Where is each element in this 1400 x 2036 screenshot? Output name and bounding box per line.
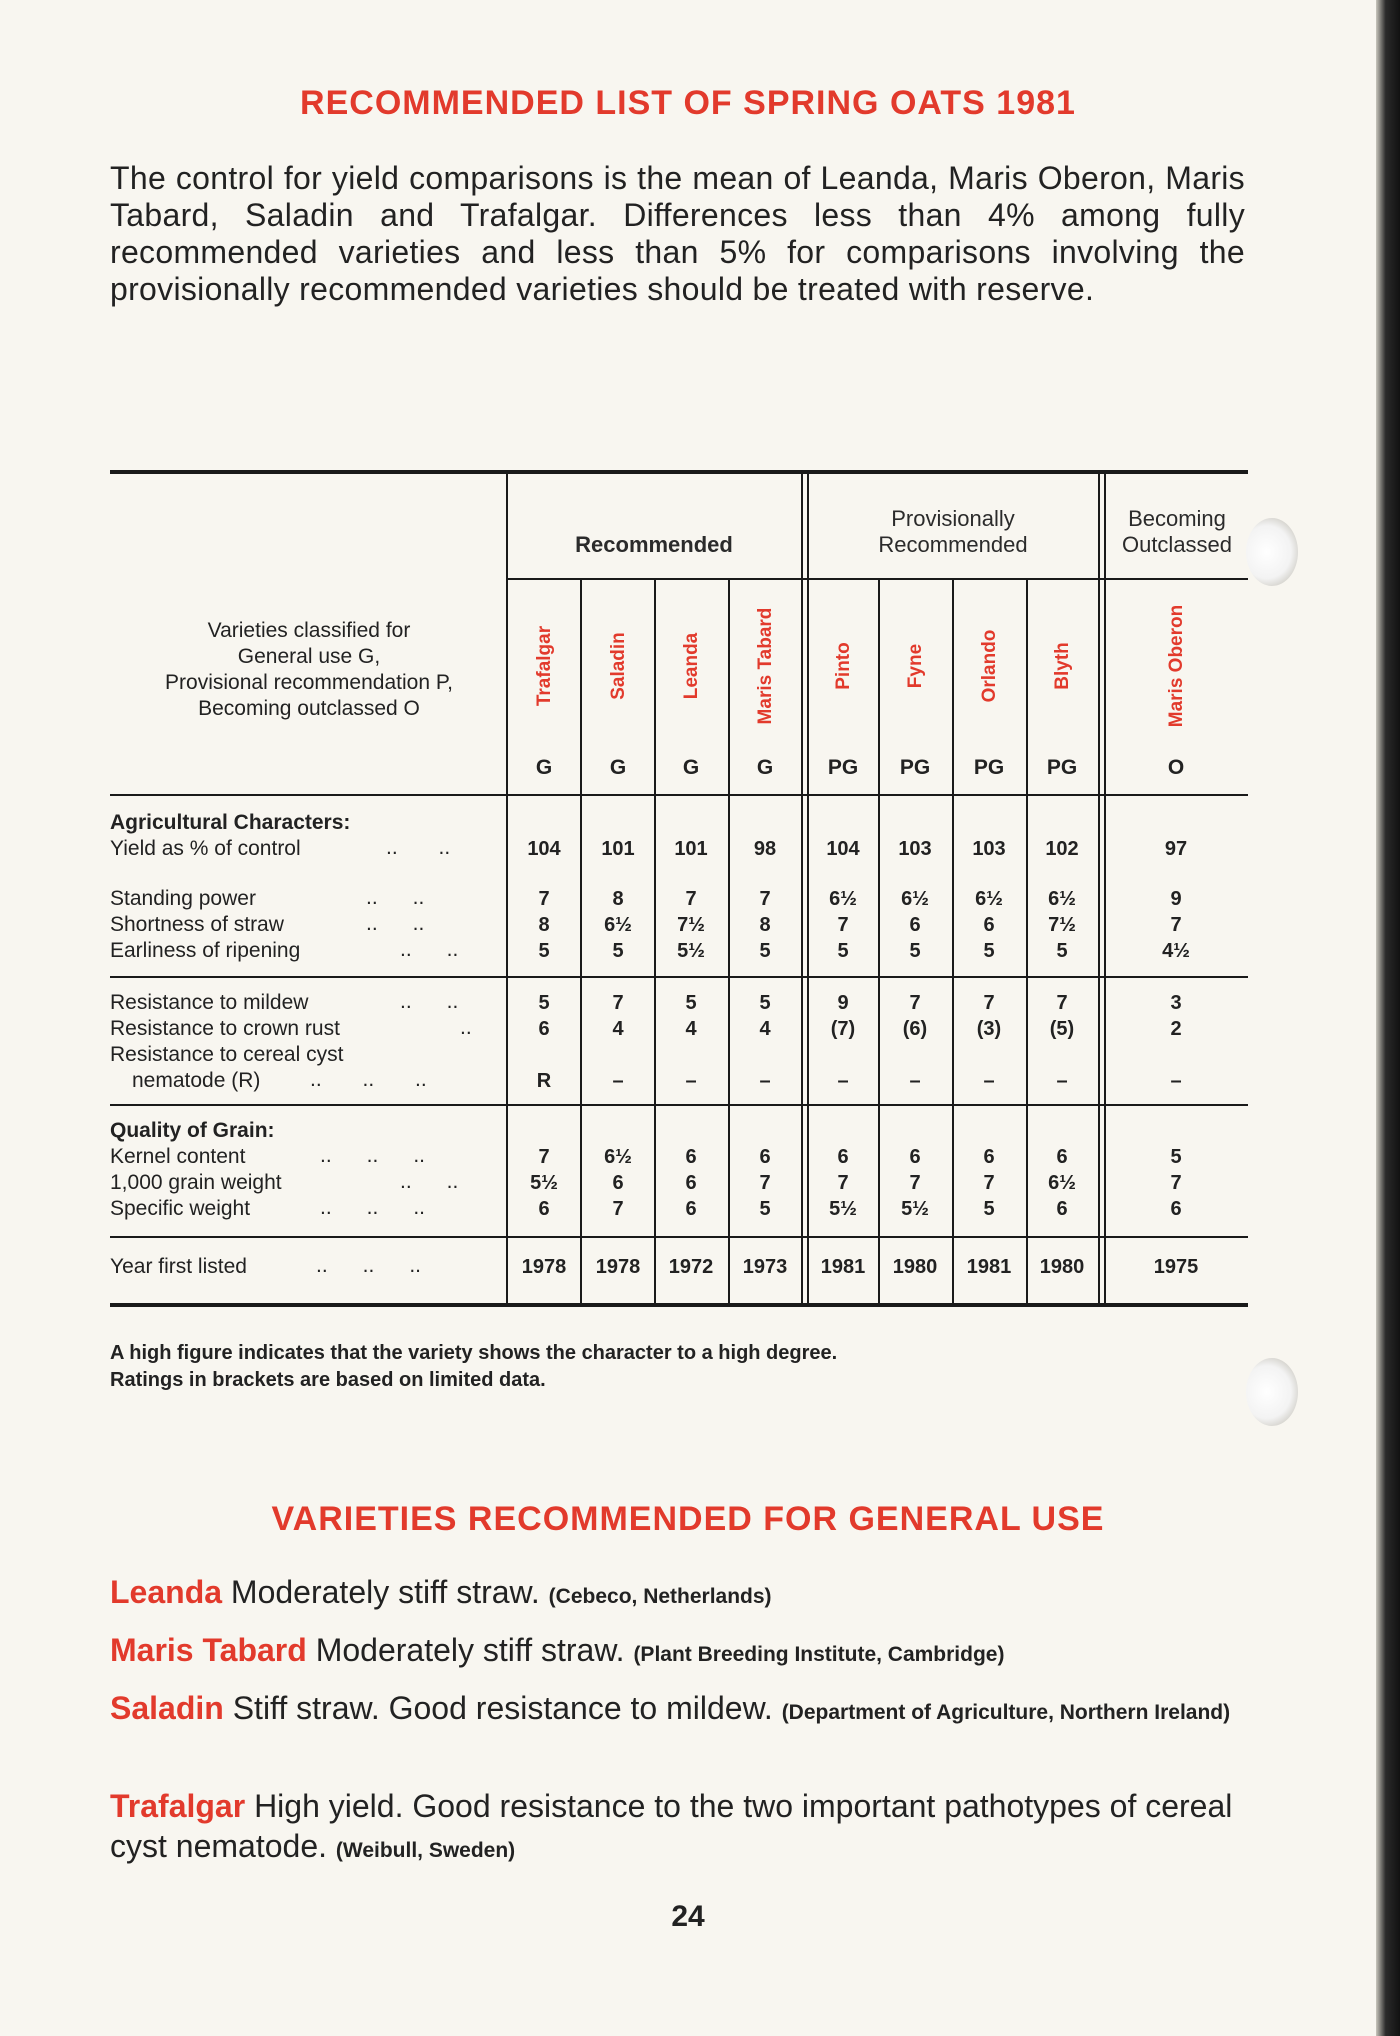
class-code: PG bbox=[973, 756, 1005, 779]
cell-crown-rust: (6) bbox=[902, 1018, 928, 1040]
cell-yield: 101 bbox=[601, 838, 635, 860]
class-code: O bbox=[1167, 756, 1185, 779]
cell-grain-weight: 7 bbox=[759, 1172, 771, 1194]
variety-description: High yield. Good resistance to the two important pathotypes of cereal cyst nematode. bbox=[110, 1788, 1233, 1864]
cell-cyst: – bbox=[612, 1070, 624, 1092]
cell-mildew: 5 bbox=[538, 992, 550, 1014]
leader-dots: .. .. bbox=[366, 886, 425, 909]
row-label-yield: Yield as % of control bbox=[110, 837, 301, 860]
class-code: G bbox=[609, 756, 627, 779]
cell-earliness: 5 bbox=[759, 940, 771, 962]
variety-entry-trafalgar bbox=[110, 1786, 1260, 1871]
row-label-mildew: Resistance to mildew bbox=[110, 991, 309, 1014]
cell-kernel: 6 bbox=[759, 1146, 771, 1168]
cell-specific-weight: 5½ bbox=[829, 1198, 857, 1220]
section-rule-2 bbox=[110, 1104, 1248, 1106]
cell-year: 1978 bbox=[521, 1256, 567, 1278]
cell-cyst: R bbox=[536, 1070, 552, 1092]
group-divider bbox=[1104, 470, 1106, 1305]
cell-year: 1980 bbox=[892, 1256, 938, 1278]
cell-yield: 103 bbox=[972, 838, 1006, 860]
cell-grain-weight: 6½ bbox=[1048, 1172, 1076, 1194]
row-label-grain-weight: 1,000 grain weight bbox=[110, 1171, 282, 1194]
cell-kernel: 6 bbox=[1056, 1146, 1068, 1168]
page-number: 24 bbox=[671, 1900, 705, 1933]
row-label-crown-rust: Resistance to crown rust bbox=[110, 1017, 340, 1040]
variety-label-maris-tabard: Maris Tabard bbox=[754, 607, 776, 725]
cell-cyst: – bbox=[837, 1070, 849, 1092]
leader-dots: .. .. .. bbox=[320, 1144, 426, 1167]
cell-grain-weight: 7 bbox=[837, 1172, 849, 1194]
header-rule bbox=[110, 794, 1248, 796]
section-heading-agricultural: Agricultural Characters: bbox=[110, 811, 351, 834]
variety-label-trafalgar: Trafalgar bbox=[533, 625, 555, 707]
cell-mildew: 7 bbox=[612, 992, 624, 1014]
leader-dots: .. .. .. bbox=[316, 1254, 422, 1277]
group-outclassed-line2: Outclassed bbox=[1121, 532, 1233, 557]
leader-dots: .. .. .. bbox=[320, 1196, 426, 1219]
cell-grain-weight: 7 bbox=[909, 1172, 921, 1194]
table-top-rule bbox=[110, 470, 1248, 474]
intro-paragraph: The control for yield comparisons is the mean of Leanda, Maris Oberon, Maris Tabard, Saladin and Trafalgar. Differences less than 4% among fully recommended varieties and less than 5% for comparisons involving the provisionally recommended varieties should be treated with reserve. bbox=[110, 160, 1245, 307]
cell-cyst: – bbox=[759, 1070, 771, 1092]
cell-specific-weight: 6 bbox=[538, 1198, 550, 1220]
cell-year: 1978 bbox=[595, 1256, 641, 1278]
cell-kernel: 6½ bbox=[604, 1146, 632, 1168]
cell-grain-weight: 5½ bbox=[530, 1172, 558, 1194]
variety-entry-saladin bbox=[110, 1688, 1260, 1733]
classification-line4: Becoming outclassed O bbox=[198, 697, 420, 720]
cell-shortness: 7 bbox=[837, 914, 849, 936]
variety-source: (Department of Agriculture, Northern Ireland) bbox=[781, 1701, 1231, 1724]
cell-cyst: – bbox=[909, 1070, 921, 1092]
cell-mildew: 5 bbox=[759, 992, 771, 1014]
cell-cyst: – bbox=[983, 1070, 995, 1092]
cell-kernel: 6 bbox=[909, 1146, 921, 1168]
row-label-shortness: Shortness of straw bbox=[110, 913, 284, 936]
classification-line3: Provisional recommendation P, bbox=[165, 671, 453, 694]
cell-specific-weight: 6 bbox=[1056, 1198, 1068, 1220]
punch-hole-bottom bbox=[1246, 1358, 1298, 1426]
variety-label-maris-oberon: Maris Oberon bbox=[1165, 604, 1187, 728]
punch-hole-top bbox=[1246, 518, 1298, 586]
variety-name: Leanda bbox=[110, 1574, 223, 1610]
row-label-standing: Standing power bbox=[110, 887, 256, 910]
cell-shortness: 7 bbox=[1170, 914, 1182, 936]
variety-source: (Weibull, Sweden) bbox=[335, 1839, 516, 1862]
variety-name: Trafalgar bbox=[110, 1788, 246, 1824]
class-code: G bbox=[682, 756, 700, 779]
cell-shortness: 6½ bbox=[604, 914, 632, 936]
cell-earliness: 5 bbox=[1056, 940, 1068, 962]
classification-line2: General use G, bbox=[237, 645, 381, 668]
cell-earliness: 5 bbox=[612, 940, 624, 962]
cell-yield: 104 bbox=[826, 838, 860, 860]
cell-year: 1980 bbox=[1039, 1256, 1085, 1278]
variety-description: Moderately stiff straw. bbox=[315, 1632, 625, 1668]
cell-mildew: 9 bbox=[837, 992, 849, 1014]
variety-source: (Cebeco, Netherlands) bbox=[548, 1585, 772, 1608]
cell-mildew: 7 bbox=[1056, 992, 1068, 1014]
cell-specific-weight: 5½ bbox=[901, 1198, 929, 1220]
row-label-cyst-line1: Resistance to cereal cyst bbox=[110, 1043, 344, 1066]
table-notes bbox=[110, 1340, 837, 1394]
leader-dots: .. .. bbox=[400, 990, 459, 1013]
note-line-2: Ratings in brackets are based on limited data. bbox=[110, 1369, 546, 1391]
variety-entry-maris-tabard bbox=[110, 1630, 1260, 1675]
cell-mildew: 7 bbox=[909, 992, 921, 1014]
cell-kernel: 6 bbox=[685, 1146, 697, 1168]
class-code: PG bbox=[899, 756, 931, 779]
cell-crown-rust: 6 bbox=[538, 1018, 550, 1040]
row-label-earliness: Earliness of ripening bbox=[110, 939, 301, 962]
cell-standing: 6½ bbox=[829, 888, 857, 910]
cell-year: 1975 bbox=[1153, 1256, 1199, 1278]
cell-cyst: – bbox=[685, 1070, 697, 1092]
variety-label-fyne: Fyne bbox=[904, 643, 926, 689]
leader-dots: .. bbox=[460, 1016, 472, 1039]
row-label-kernel: Kernel content bbox=[110, 1145, 246, 1168]
cell-grain-weight: 6 bbox=[612, 1172, 624, 1194]
leader-dots: .. .. .. bbox=[310, 1068, 427, 1091]
cell-earliness: 5 bbox=[837, 940, 849, 962]
cell-standing: 6½ bbox=[901, 888, 929, 910]
cell-mildew: 5 bbox=[685, 992, 697, 1014]
variety-description: Stiff straw. Good resistance to mildew. bbox=[232, 1690, 773, 1726]
class-code: G bbox=[756, 756, 774, 779]
cell-kernel: 6 bbox=[983, 1146, 995, 1168]
row-label-year: Year first listed bbox=[110, 1255, 247, 1278]
leader-dots: .. .. bbox=[400, 1170, 459, 1193]
cell-specific-weight: 6 bbox=[1170, 1198, 1182, 1220]
cell-earliness: 5 bbox=[538, 940, 550, 962]
cell-shortness: 8 bbox=[759, 914, 771, 936]
section-title-general-use: VARIETIES RECOMMENDED FOR GENERAL USE bbox=[271, 1500, 1105, 1538]
cell-crown-rust: (7) bbox=[830, 1018, 856, 1040]
cell-year: 1973 bbox=[742, 1256, 788, 1278]
cell-crown-rust: 2 bbox=[1170, 1018, 1182, 1040]
cell-standing: 7 bbox=[759, 888, 771, 910]
group-divider bbox=[1098, 470, 1100, 1305]
group-provisional-line1: Provisionally bbox=[891, 506, 1015, 531]
binding-edge bbox=[1376, 0, 1400, 2036]
group-divider bbox=[801, 470, 803, 1305]
section-rule-3 bbox=[110, 1236, 1248, 1238]
cell-specific-weight: 5 bbox=[983, 1198, 995, 1220]
variety-label-pinto: Pinto bbox=[832, 642, 854, 690]
variety-source: (Plant Breeding Institute, Cambridge) bbox=[633, 1643, 1005, 1666]
cell-standing: 7 bbox=[538, 888, 550, 910]
section-rule-1 bbox=[110, 976, 1248, 978]
cell-yield: 102 bbox=[1045, 838, 1079, 860]
cell-mildew: 7 bbox=[983, 992, 995, 1014]
cell-yield: 104 bbox=[527, 838, 561, 860]
group-recommended: Recommended bbox=[575, 532, 733, 557]
cell-earliness: 5 bbox=[909, 940, 921, 962]
cell-year: 1981 bbox=[820, 1256, 866, 1278]
cell-standing: 9 bbox=[1170, 888, 1182, 910]
cell-standing: 6½ bbox=[975, 888, 1003, 910]
cell-specific-weight: 7 bbox=[612, 1198, 624, 1220]
cell-standing: 6½ bbox=[1048, 888, 1076, 910]
cell-yield: 101 bbox=[674, 838, 708, 860]
cell-kernel: 5 bbox=[1170, 1146, 1182, 1168]
class-code: PG bbox=[827, 756, 859, 779]
class-code: G bbox=[535, 756, 553, 779]
variety-label-orlando: Orlando bbox=[978, 629, 1000, 703]
row-label-specific: Specific weight bbox=[110, 1197, 251, 1220]
leader-dots: .. .. bbox=[366, 912, 425, 935]
variety-name: Saladin bbox=[110, 1690, 224, 1726]
cell-specific-weight: 5 bbox=[759, 1198, 771, 1220]
varieties-table bbox=[110, 470, 1248, 1307]
cell-earliness: 4½ bbox=[1162, 940, 1190, 962]
variety-label-leanda: Leanda bbox=[680, 632, 702, 700]
cell-shortness: 7½ bbox=[677, 914, 705, 936]
group-provisional-line2: Recommended bbox=[878, 532, 1028, 557]
group-outclassed-line1: Becoming bbox=[1128, 506, 1226, 531]
cell-crown-rust: 4 bbox=[685, 1018, 697, 1040]
cell-yield: 103 bbox=[898, 838, 932, 860]
cell-crown-rust: (5) bbox=[1049, 1018, 1075, 1040]
cell-earliness: 5 bbox=[983, 940, 995, 962]
cell-standing: 7 bbox=[685, 888, 697, 910]
variety-label-saladin: Saladin bbox=[607, 632, 629, 700]
row-label-cyst-line2: nematode (R) bbox=[132, 1069, 261, 1092]
leader-dots: .. .. bbox=[386, 836, 451, 859]
variety-entry-leanda bbox=[110, 1572, 1260, 1617]
section-heading-quality: Quality of Grain: bbox=[110, 1119, 275, 1142]
cell-crown-rust: 4 bbox=[612, 1018, 624, 1040]
cell-grain-weight: 7 bbox=[1170, 1172, 1182, 1194]
cell-kernel: 7 bbox=[538, 1146, 550, 1168]
cell-kernel: 6 bbox=[837, 1146, 849, 1168]
cell-yield: 97 bbox=[1164, 838, 1188, 860]
cell-year: 1972 bbox=[668, 1256, 714, 1278]
table-bottom-rule bbox=[110, 1303, 1248, 1307]
cell-shortness: 8 bbox=[538, 914, 550, 936]
variety-label-blyth: Blyth bbox=[1051, 642, 1073, 690]
variety-description: Moderately stiff straw. bbox=[230, 1574, 540, 1610]
cell-grain-weight: 6 bbox=[685, 1172, 697, 1194]
cell-yield: 98 bbox=[753, 838, 777, 860]
variety-name: Maris Tabard bbox=[110, 1632, 307, 1668]
note-line-1: A high figure indicates that the variety shows the character to a high degree. bbox=[110, 1342, 838, 1364]
class-code: PG bbox=[1046, 756, 1078, 779]
cell-grain-weight: 7 bbox=[983, 1172, 995, 1194]
leader-dots: .. .. bbox=[400, 938, 459, 961]
cell-year: 1981 bbox=[966, 1256, 1012, 1278]
cell-specific-weight: 6 bbox=[685, 1198, 697, 1220]
cell-cyst: – bbox=[1056, 1070, 1068, 1092]
cell-standing: 8 bbox=[612, 888, 624, 910]
cell-mildew: 3 bbox=[1170, 992, 1182, 1014]
cell-cyst: – bbox=[1170, 1070, 1182, 1092]
cell-shortness: 7½ bbox=[1048, 914, 1076, 936]
cell-shortness: 6 bbox=[909, 914, 921, 936]
classification-line1: Varieties classified for bbox=[207, 619, 411, 642]
page-title: RECOMMENDED LIST OF SPRING OATS 1981 bbox=[300, 84, 1076, 122]
cell-shortness: 6 bbox=[983, 914, 995, 936]
cell-crown-rust: (3) bbox=[976, 1018, 1002, 1040]
cell-earliness: 5½ bbox=[677, 940, 705, 962]
cell-crown-rust: 4 bbox=[759, 1018, 771, 1040]
